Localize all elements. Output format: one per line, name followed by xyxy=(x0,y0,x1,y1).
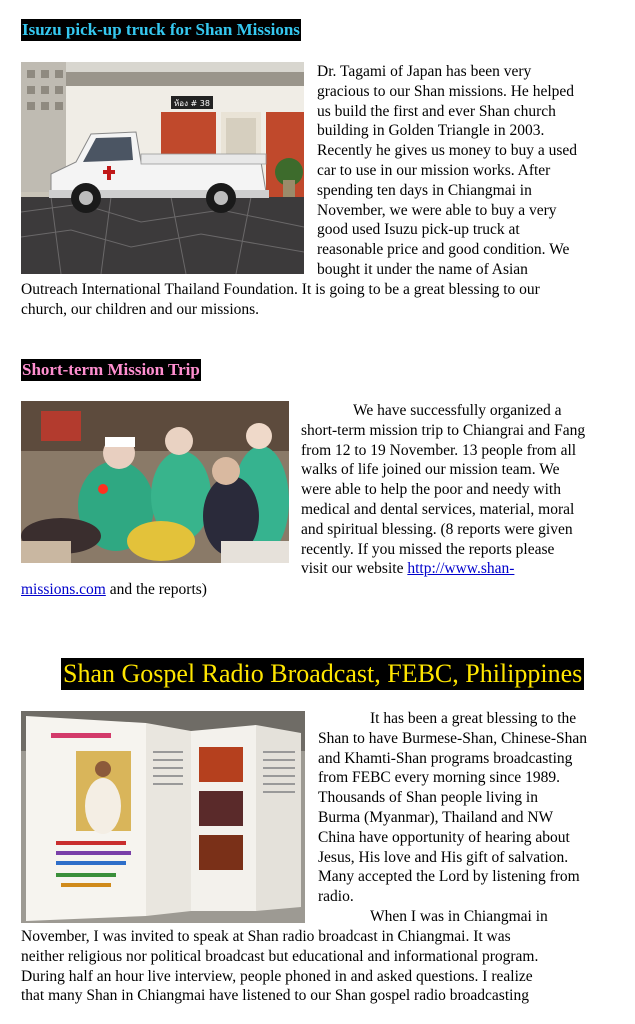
mission-trip-photo xyxy=(21,401,289,563)
website-link-part2[interactable]: missions.com xyxy=(21,581,106,598)
radio-brochure-photo xyxy=(21,711,305,923)
text-line: gracious to our Shan missions. He helped xyxy=(317,82,575,100)
truck-photo xyxy=(21,62,304,274)
link-suffix-text: and the reports) xyxy=(105,581,207,598)
room-sign: ห้อง # 38 xyxy=(174,99,210,108)
text-line: November, we were able to buy a very xyxy=(317,201,557,219)
radio-paragraph-full xyxy=(21,927,538,1006)
text-line: We have successfully organized a xyxy=(353,402,562,419)
text-line: walks of life joined our mission team. We xyxy=(301,461,560,479)
text-line: Recently he gives us money to buy a used xyxy=(317,142,578,160)
text-line: Thousands of Shan people living in xyxy=(318,789,538,807)
text-line: car to use in our mission works. After xyxy=(317,161,551,179)
website-link-part1[interactable]: http://www.shan- xyxy=(407,560,515,578)
link-prefix-text: visit our website xyxy=(301,560,408,578)
text-line: short-term mission trip to Chiangrai and Fang xyxy=(301,421,586,439)
text-line: It has been a great blessing to the xyxy=(370,710,577,727)
section-heading-truck: Isuzu pick-up truck for Shan Missions xyxy=(22,20,300,39)
text-line: spending ten days in Chiangmai in xyxy=(317,181,532,199)
text-line: and spiritual blessing. (8 reports were given xyxy=(301,520,573,538)
text-line: that many Shan in Chiangmai have listened to our Shan gospel radio broadcasting xyxy=(21,987,529,1005)
text-line: from 12 to 19 November. 13 people from all xyxy=(301,441,577,459)
text-line xyxy=(21,580,207,600)
text-line: bought it under the name of Asian xyxy=(317,260,528,278)
text-line: neither religious nor political broadcast but educational and informational program. xyxy=(21,947,539,965)
mission-trip-paragraph-wrapped xyxy=(301,401,585,579)
section-heading-mission-trip: Short-term Mission Trip xyxy=(22,360,200,379)
text-line: us build the first and ever Shan church xyxy=(317,102,556,120)
text-line: Burma (Myanmar), Thailand and NW xyxy=(318,808,554,826)
text-line: church, our children and our missions. xyxy=(21,300,260,318)
truck-paragraph-wrapped xyxy=(317,62,577,280)
text-line: During half an hour live interview, people phoned in and asked questions. I realize xyxy=(21,967,533,985)
text-line: recently. If you missed the reports please xyxy=(301,540,555,558)
text-line: November, I was invited to speak at Shan radio broadcast in Chiangmai. It was xyxy=(21,928,511,945)
text-line: from FEBC every morning since 1989. xyxy=(318,769,560,787)
text-line: Dr. Tagami of Japan has been very xyxy=(317,63,532,80)
text-line: Many accepted the Lord by listening from xyxy=(318,868,580,886)
mission-trip-paragraph-full xyxy=(21,580,207,600)
text-line: building in Golden Triangle in 2003. xyxy=(317,122,545,140)
text-line: Outreach International Thailand Foundation. It is going to be a great blessing to our xyxy=(21,281,540,298)
text-line: Shan to have Burmese-Shan, Chinese-Shan xyxy=(318,729,588,747)
text-line: radio. xyxy=(318,888,354,906)
radio-paragraph-wrapped xyxy=(318,709,587,927)
text-line: reasonable price and good condition. We xyxy=(317,241,570,259)
section-heading-radio: Shan Gospel Radio Broadcast, FEBC, Philippines xyxy=(63,659,583,688)
text-line: medical and dental services, material, moral xyxy=(301,500,575,518)
text-line: When I was in Chiangmai in xyxy=(370,907,548,925)
truck-paragraph-full xyxy=(21,280,540,320)
text-line: good used Isuzu pick-up truck at xyxy=(317,221,520,239)
text-line: China have opportunity of hearing about xyxy=(318,828,570,846)
text-line: were able to help the poor and needy with xyxy=(301,481,561,499)
text-line: Jesus, His love and His gift of salvation. xyxy=(318,848,569,866)
text-line: and Khamti-Shan programs broadcasting xyxy=(318,749,573,767)
text-line xyxy=(301,559,585,579)
